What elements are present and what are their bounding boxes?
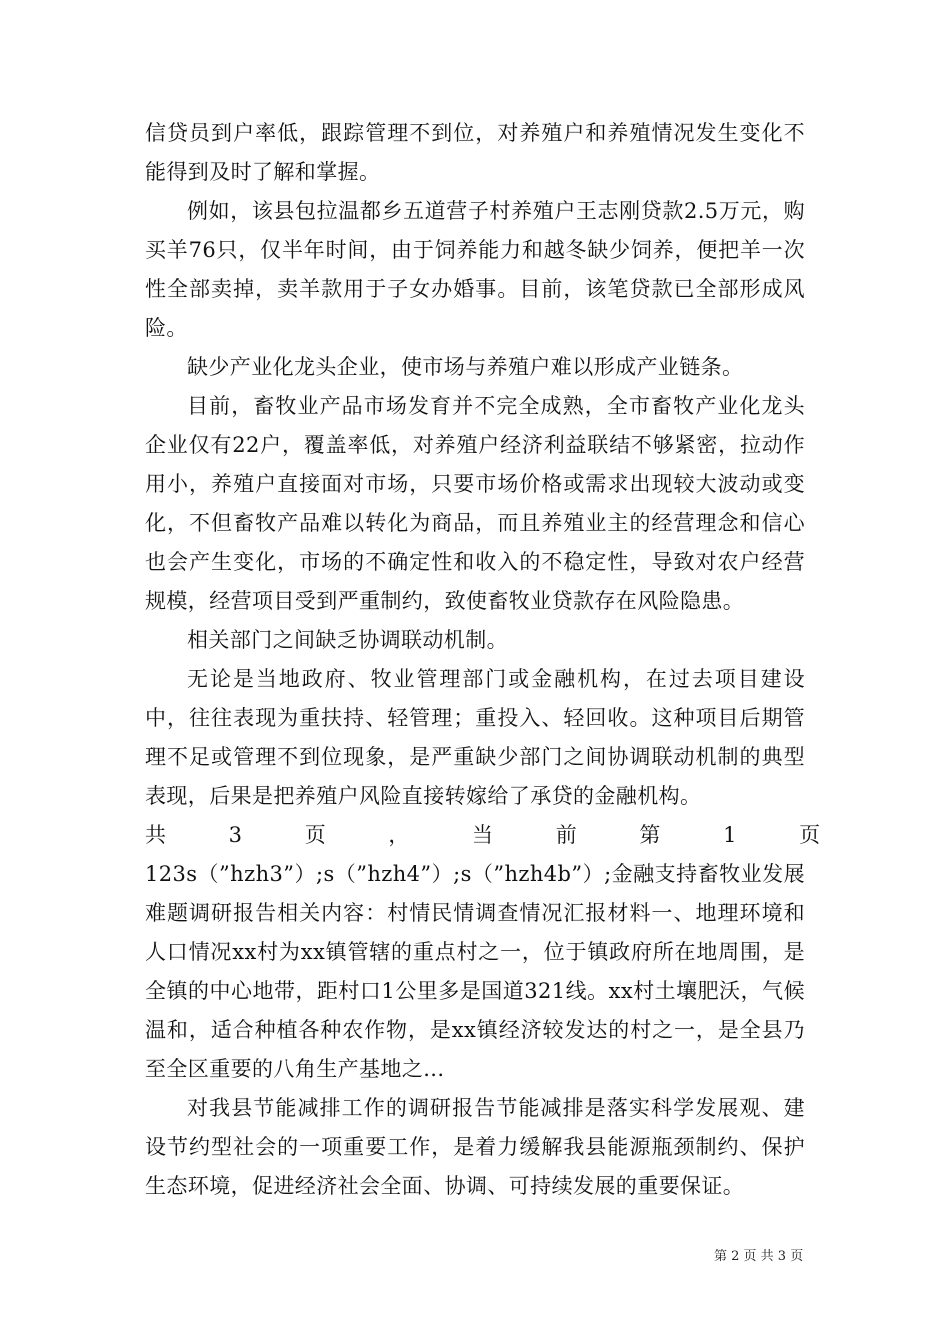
page-footer: 第 2 页 共 3 页	[714, 1249, 804, 1264]
paragraph-8: 对我县节能减排工作的调研报告节能减排是落实科学发展观、建设节约型社会的一项重要工作，是着力缓解我县能源瓶颈制约、保护生态环境，促进经济社会全面、协调、可持续发展的重要保证。	[145, 1096, 805, 1198]
paragraph-7: 123s（”hzh3”）;s（”hzh4”）;s（”hzh4b”）;金融支持畜牧业发展难题调研报告相关内容：村情民情调查情况汇报材料一、地理环境和人口情况xx村为xx镇管辖的重点村之一，位于镇政府所在地周围，是全镇的中心地带，距村口1公里多是国道321线。xx村土壤肥沃，气候温和，适合种植各种农作物，是xx镇经济较发达的村之一，是全县乃至全区重要的八角生产基地之...	[145, 862, 805, 1081]
paragraph-6: 无论是当地政府、牧业管理部门或金融机构，在过去项目建设中，往往表现为重扶持、轻管理；重投入、轻回收。这种项目后期管理不足或管理不到位现象，是严重缺少部门之间协调联动机制的典型表现，后果是把养殖户风险直接转嫁给了承贷的金融机构。	[145, 667, 805, 808]
paragraph-2: 例如，该县包拉温都乡五道营子村养殖户王志刚贷款2.5万元，购买羊76只，仅半年时间，由于饲养能力和越冬缺少饲养，便把羊一次性全部卖掉，卖羊款用于子女办婚事。目前，该笔贷款已全部形成风险。	[145, 199, 805, 340]
inline-page-indicator: 共 3 页 ， 当 前 第 1 页	[145, 823, 849, 847]
paragraph-4: 目前，畜牧业产品市场发育并不完全成熟，全市畜牧产业化龙头企业仅有22户，覆盖率低，对养殖户经济利益联结不够紧密，拉动作用小，养殖户直接面对市场，只要市场价格或需求出现较大波动或变化，不但畜牧产品难以转化为商品，而且养殖业主的经营理念和信心也会产生变化，市场的不确定性和收入的不稳定性，导致对农户经营规模，经营项目受到严重制约，致使畜牧业贷款存在风险隐患。	[145, 394, 805, 613]
document-body	[145, 114, 849, 1206]
paragraph-3: 缺少产业化龙头企业，使市场与养殖户难以形成产业链条。	[187, 355, 744, 379]
paragraph-5: 相关部门之间缺乏协调联动机制。	[187, 628, 508, 652]
paragraph-1: 信贷员到户率低，跟踪管理不到位，对养殖户和养殖情况发生变化不能得到及时了解和掌握。	[145, 121, 805, 184]
